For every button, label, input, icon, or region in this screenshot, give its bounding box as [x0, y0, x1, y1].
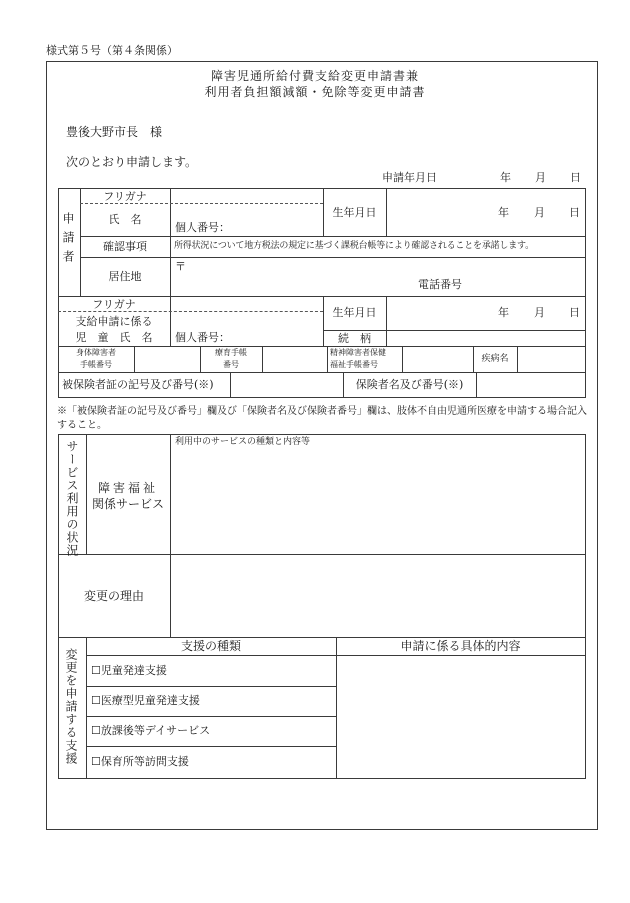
child-furigana-field[interactable]	[171, 297, 322, 310]
rehab-handbook-label-line1: 療育手帳	[215, 348, 247, 357]
applicant-furigana-field[interactable]	[171, 189, 322, 203]
support-detail-header: 申請に係る具体的内容	[400, 639, 521, 653]
applicant-furigana-label: フリガナ	[103, 190, 147, 203]
mental-handbook-label-line1: 精神障害者保健	[330, 348, 386, 357]
application-date-year: 年	[500, 171, 511, 184]
support-side-label: 変更を申請する支援	[64, 648, 78, 765]
physical-handbook-label-line1: 身体障害者	[76, 348, 116, 357]
reason-field[interactable]	[171, 555, 584, 636]
child-name-label-line1: 支給申請に係る	[75, 315, 153, 328]
child-birth-month: 月	[534, 306, 545, 319]
applicant-name-label: 氏 名	[108, 213, 142, 226]
applicant-birth-day: 日	[569, 206, 580, 219]
physical-handbook-label-line2: 手帳番号	[80, 360, 112, 369]
mental-handbook-label-line2: 福祉手帳番号	[330, 360, 378, 369]
support-option-nursery-visit-support[interactable]: ☐保育所等訪問支援	[91, 755, 189, 768]
mental-handbook-field[interactable]	[403, 347, 472, 371]
address-label: 居住地	[108, 270, 142, 283]
application-date-label: 申請年月日	[382, 171, 437, 184]
service-content-field[interactable]	[171, 450, 584, 553]
support-type-header: 支援の種類	[180, 639, 241, 653]
applicant-personal-number-label: 個人番号：	[175, 221, 230, 234]
applicant-birth-date-label: 生年月日	[332, 206, 377, 219]
support-detail-field[interactable]	[337, 656, 584, 777]
postal-mark: 〒	[175, 260, 186, 273]
applicant-name-field[interactable]	[171, 204, 322, 235]
insurer-field[interactable]	[477, 373, 584, 396]
disease-field[interactable]	[518, 347, 584, 371]
relation-label: 続 柄	[338, 332, 371, 345]
application-date-year-field[interactable]	[440, 170, 495, 184]
service-label-line2: 関係サービス	[91, 497, 164, 511]
disease-label: 疾病名	[481, 354, 509, 364]
reason-label: 変更の理由	[83, 589, 144, 603]
rehab-handbook-label-line2: 番号	[223, 360, 239, 369]
relation-field[interactable]	[387, 331, 584, 345]
child-personal-number-label: 個人番号：	[175, 331, 230, 344]
child-birth-year: 年	[498, 306, 509, 319]
child-name-label-line2: 児 童 氏 名	[75, 331, 153, 344]
support-option-child-development[interactable]: ☐児童発達支援	[91, 664, 167, 677]
form-title-line1: 障害児通所給付費支給変更申請書兼	[210, 69, 419, 83]
applicant-birth-date-field[interactable]	[387, 189, 584, 235]
child-furigana-label: フリガナ	[92, 298, 136, 311]
physical-handbook-field[interactable]	[135, 347, 199, 371]
service-side-label: サービス利用の状況	[65, 440, 79, 557]
support-option-after-school-day-service[interactable]: ☐放課後等デイサービス	[91, 724, 211, 737]
insurer-label: 保険者名及び番号(※)	[355, 378, 464, 391]
child-name-field[interactable]	[171, 312, 322, 345]
insured-card-field[interactable]	[231, 373, 342, 396]
applicant-birth-year: 年	[498, 206, 509, 219]
addressee: 豊後大野市長 様	[66, 125, 163, 139]
child-birth-day: 日	[569, 306, 580, 319]
confirmation-text: 所得状況について地方税法の規定に基づく課税台帳等により確認されることを承諾します。	[174, 241, 534, 251]
application-date-day: 日	[570, 171, 581, 184]
form-number: 様式第５号（第４条関係）	[46, 44, 178, 57]
phone-field[interactable]	[470, 276, 584, 294]
applicant-side-label: 申請者	[61, 212, 75, 269]
insurance-note: ※「被保険者証の記号及び番号」欄及び「保険者名及び保険者番号」欄は、肢体不自由児通所医療を申請する場合記入すること。	[57, 406, 587, 431]
intro-text: 次のとおり申請します。	[66, 155, 198, 169]
phone-label: 電話番号	[418, 278, 462, 291]
form-title-line2: 利用者負担額減額・免除等変更申請書	[204, 85, 426, 99]
applicant-birth-month: 月	[534, 206, 545, 219]
child-birth-date-field[interactable]	[387, 297, 584, 329]
rehab-handbook-field[interactable]	[263, 347, 326, 371]
child-birth-date-label: 生年月日	[332, 306, 377, 319]
confirmation-label: 確認事項	[103, 240, 147, 253]
service-content-label: 利用中のサービスの種類と内容等	[175, 437, 311, 447]
support-option-medical-child-development[interactable]: ☐医療型児童発達支援	[91, 694, 200, 707]
address-field[interactable]	[188, 259, 584, 275]
service-label-line1: 障害福祉	[97, 481, 158, 495]
insured-card-label: 被保険者証の記号及び番号(※)	[62, 378, 214, 391]
application-date-month: 月	[535, 171, 546, 184]
